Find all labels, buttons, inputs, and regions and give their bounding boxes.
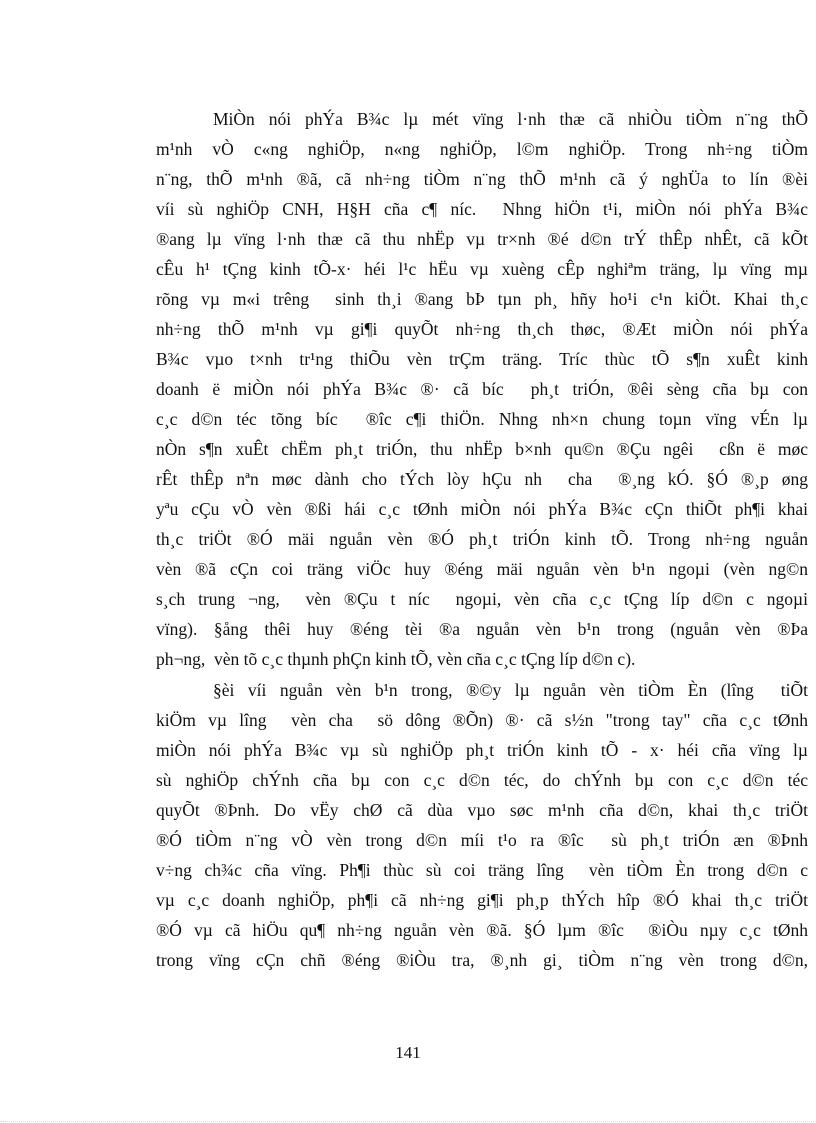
text-line: ®Ó vµ cã hiÖu qu¶ nh÷ng nguån vèn ®ã. §Ó lµm ®îc ®iÒu nµy c¸c tØnh <box>156 920 808 940</box>
text-line: sù nghiÖp chÝnh cña bµ con c¸c d©n téc, do chÝnh bµ con c¸c d©n téc <box>156 770 808 790</box>
text-line: vµ c¸c doanh nghiÖp, ph¶i cã nh÷ng gi¶i ph¸p thÝch hîp ®Ó khai th¸c triÖt <box>156 890 808 910</box>
text-line: n¨ng, thÕ m¹nh ®ã, cã nh÷ng tiÒm n¨ng thÕ m¹nh cã ý nghÜa to lín ®èi <box>156 169 808 189</box>
text-line: v÷ng ch¾c cña vïng. Ph¶i thùc sù coi träng lîng vèn tiÒm Èn trong d©n c <box>156 860 808 880</box>
text-line: §èi víi nguån vèn b¹n trong, ®©y lµ nguån vèn tiÒm Èn (lîng tiÕt <box>213 680 808 700</box>
text-line: s¸ch trung ¬ng, vèn ®Çu t níc ngoµi, vèn cña c¸c tÇng líp d©n c ngoµi <box>156 589 808 609</box>
text-line: miÒn nói phÝa B¾c vµ sù nghiÖp ph¸t triÓn kinh tÕ - x· héi cña vïng lµ <box>156 740 808 760</box>
text-line: quyÕt ®Þnh. Do vËy chØ cã dùa vµo søc m¹nh cña d©n, khai th¸c triÖt <box>156 800 808 820</box>
text-line: ph¬ng, vèn tõ c¸c thµnh phÇn kinh tÕ, vèn cña c¸c tÇng líp d©n c). <box>156 649 636 669</box>
text-line: ®Ó tiÒm n¨ng vÒ vèn trong d©n míi t¹o ra ®îc sù ph¸t triÓn æn ®Þnh <box>156 830 808 850</box>
text-line: rÊt thÊp nªn møc dành cho tÝch lòy hÇu nh cha ®¸ng kÓ. §Ó ®¸p øng <box>156 469 808 489</box>
text-line: ®ang lµ vïng l·nh thæ cã thu nhËp vµ tr×nh ®é d©n trÝ thÊp nhÊt, cã kÕt <box>156 229 808 249</box>
text-line: kiÖm vµ lîng vèn cha sö dông ®Õn) ®· cã s½n "trong tay" cña c¸c tØnh <box>156 710 808 730</box>
text-line: trong vïng cÇn chñ ®éng ®iÒu tra, ®¸nh gi¸ tiÒm n¨ng vèn trong d©n, <box>156 950 808 970</box>
text-line: th¸c triÖt ®Ó mäi nguån vèn ®Ó ph¸t triÓn kinh tÕ. Trong nh÷ng nguån <box>156 529 808 549</box>
text-line: doanh ë miÒn nói phÝa B¾c ®· cã bíc ph¸t triÓn, ®êi sèng cña bµ con <box>156 379 808 399</box>
text-line: nh÷ng thÕ m¹nh vµ gi¶i quyÕt nh÷ng th¸ch thøc, ®Æt miÒn nói phÝa <box>156 319 808 339</box>
text-line: cÊu h¹ tÇng kinh tÕ-x· héi l¹c hËu vµ xuèng cÊp nghiªm träng, lµ vïng mµ <box>156 259 808 279</box>
page-number: 141 <box>395 1043 421 1062</box>
text-line: nÒn s¶n xuÊt chËm ph¸t triÓn, thu nhËp b×nh qu©n ®Çu ngêi cßn ë møc <box>156 439 808 459</box>
text-line: m¹nh vÒ c«ng nghiÖp, n«ng nghiÖp, l©m nghiÖp. Trong nh÷ng tiÒm <box>156 139 808 159</box>
text-line: MiÒn nói phÝa B¾c lµ mét vïng l·nh thæ cã nhiÒu tiÒm n¨ng thÕ <box>213 109 808 129</box>
text-line: vïng). §ång thêi huy ®éng tèi ®a nguån vèn b¹n trong (nguån vèn ®Þa <box>156 619 808 639</box>
text-line: yªu cÇu vÒ vèn ®ßi hái c¸c tØnh miÒn nói phÝa B¾c cÇn thiÕt ph¶i khai <box>156 499 808 519</box>
text-line: víi sù nghiÖp CNH, H§H cña c¶ níc. Nhng hiÖn t¹i, miÒn nói phÝa B¾c <box>156 199 808 219</box>
text-line: B¾c vµo t×nh tr¹ng thiÕu vèn trÇm träng. Tríc thùc tÕ s¶n xuÊt kinh <box>156 349 808 369</box>
text-line: c¸c d©n téc tõng bíc ®îc c¶i thiÖn. Nhng nh×n chung toµn vïng vÉn lµ <box>156 409 808 429</box>
text-line: rõng vµ m«i trêng sinh th¸i ®ang bÞ tµn ph¸ hñy ho¹i c¹n kiÖt. Khai th¸c <box>156 289 808 309</box>
text-line: vèn ®ã cÇn coi träng viÖc huy ®éng mäi nguån vèn b¹n ngoµi (vèn ng©n <box>156 559 808 579</box>
